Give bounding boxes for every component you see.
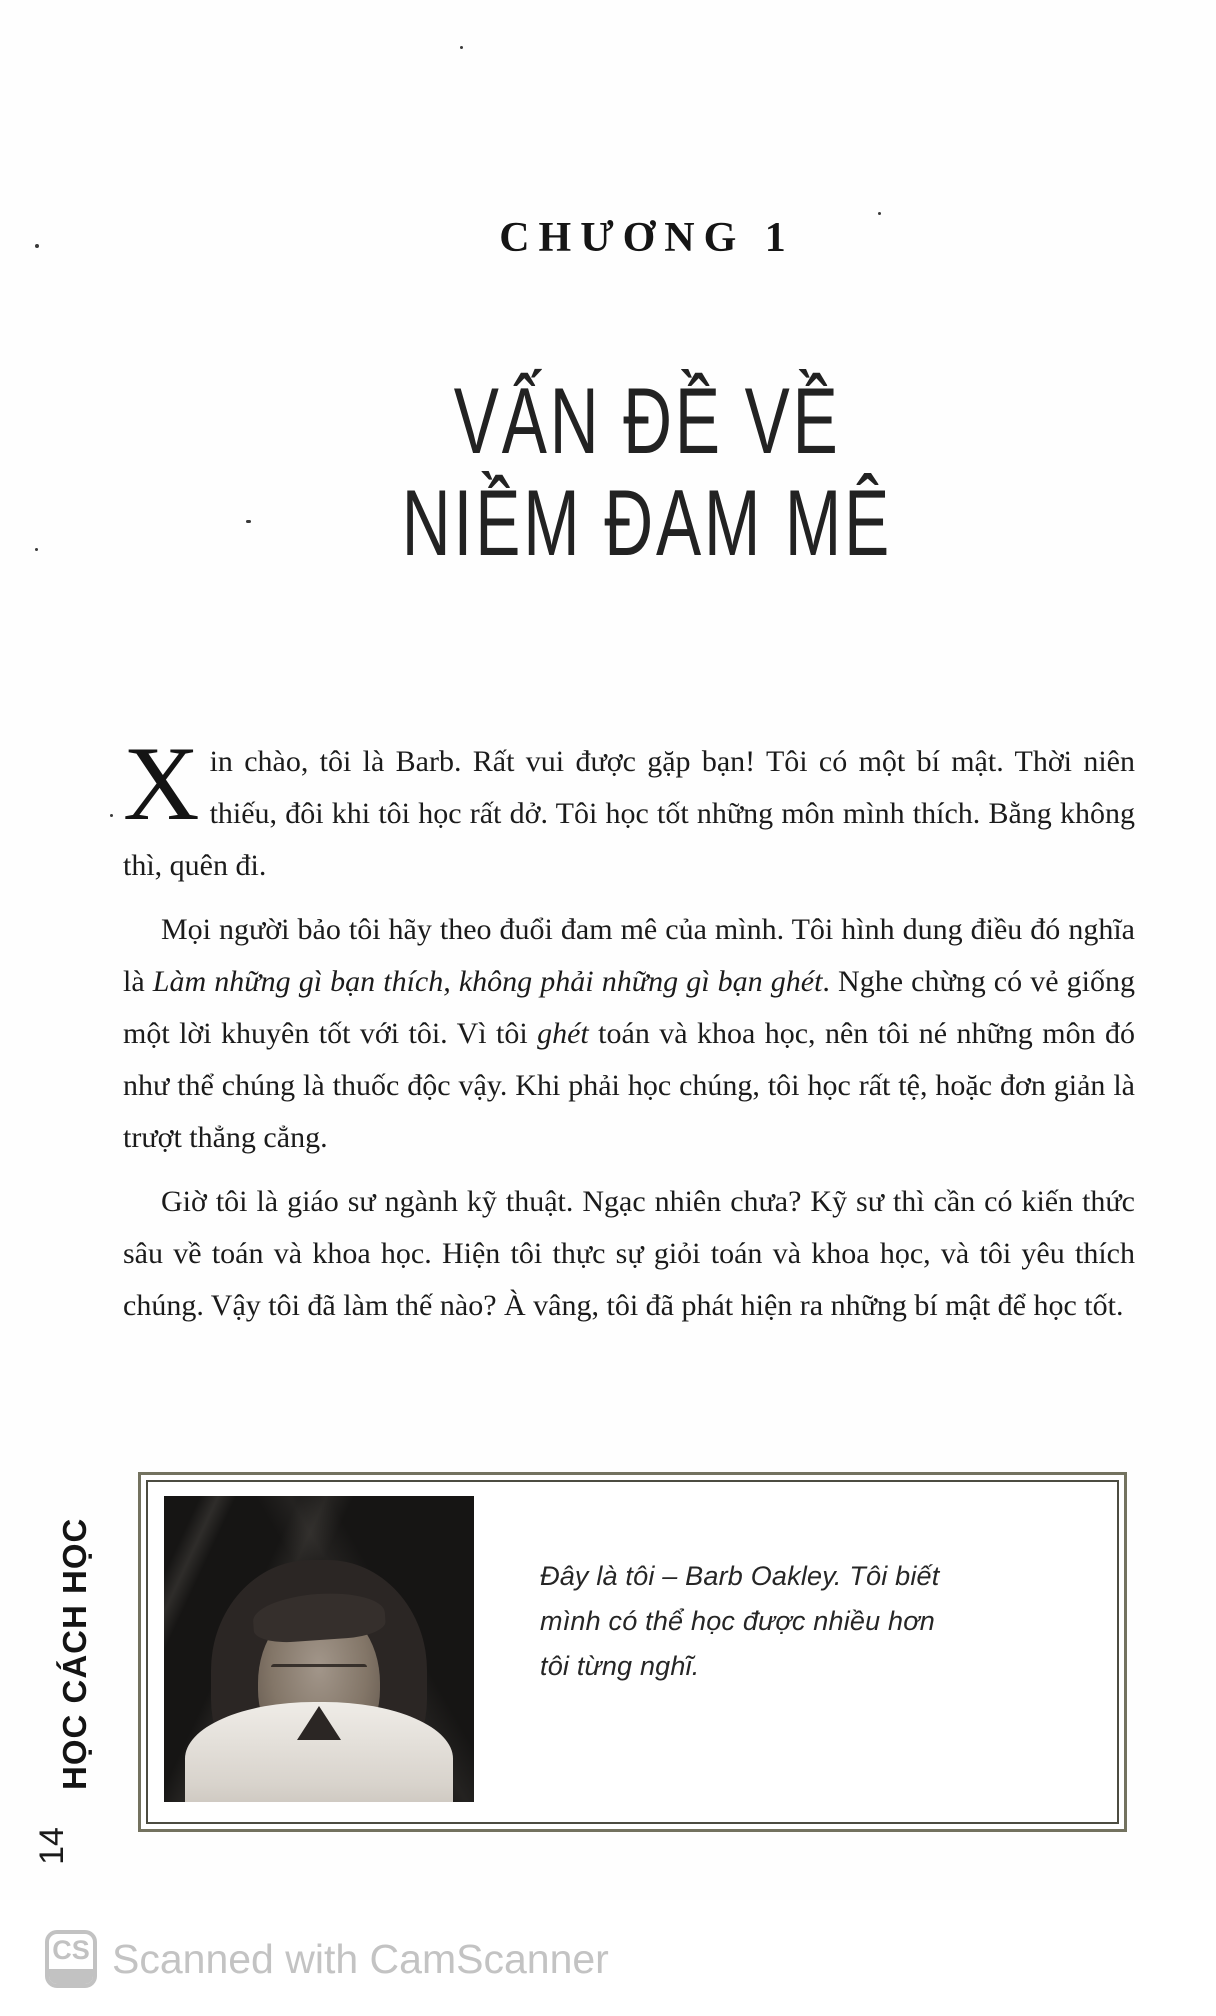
text-run: Mọi người bảo tôi hãy theo đuổi đam mê của mình. Tôi hình dung điều đó nghĩa là — [123, 913, 1135, 998]
chapter-title — [306, 370, 987, 574]
body-text — [123, 725, 1135, 1332]
paragraph — [123, 904, 1135, 1164]
photo-glasses — [271, 1664, 367, 1691]
text-run: toán và khoa học, nên tôi né những môn đó như thể chúng là thuốc độc vậy. Khi phải học chúng, tôi học rất tệ, hoặc đơn giản là trượt thẳng cẳng. — [123, 1017, 1135, 1154]
scan-speck — [35, 244, 39, 248]
drop-cap: X — [123, 725, 200, 842]
photo-collar — [297, 1706, 341, 1740]
camscanner-footer — [0, 1900, 1216, 2016]
chapter-title-line-2: NIỀM ĐAM MÊ — [401, 470, 893, 575]
scan-speck — [246, 520, 251, 523]
italic-text-run: Làm những gì bạn thích, không phải những gì bạn ghét — [152, 965, 823, 998]
paragraph — [123, 725, 1135, 892]
photo-caption-line: tôi từng nghĩ. — [540, 1651, 700, 1681]
photo-caption-line: mình có thể học được nhiều hơn — [540, 1606, 935, 1636]
scan-speck — [460, 46, 463, 49]
chapter-label: CHƯƠNG 1 — [499, 215, 795, 261]
scan-speck — [878, 212, 881, 215]
camscanner-logo-text: CS — [52, 1935, 90, 1965]
paragraph — [123, 1176, 1135, 1332]
camscanner-watermark-text: Scanned with CamScanner — [112, 1936, 609, 1982]
chapter-title-line-1: VẤN ĐỀ VỀ — [453, 368, 841, 473]
text-run: in chào, tôi là Barb. Rất vui được gặp bạn! Tôi có một bí mật. Thời niên thiếu, đôi khi tôi học rất dở. Tôi học tốt những môn mình thích. Bằng không thì, quên đi. — [123, 745, 1135, 882]
camscanner-logo-icon — [45, 1930, 97, 1988]
scan-speck — [110, 814, 113, 817]
book-title-vertical: HỌC CÁCH HỌC — [56, 1517, 93, 1790]
text-run: . Nghe chừng có vẻ giống một lời khuyên tốt với tôi. Vì tôi — [123, 965, 1135, 1050]
italic-text-run: ghét — [537, 1017, 589, 1050]
photo-frame — [138, 1472, 1127, 1832]
camscanner-logo-band — [49, 1969, 93, 1984]
barb-oakley-photo — [164, 1496, 474, 1802]
page-number: 14 — [33, 1827, 71, 1865]
scan-speck — [35, 548, 38, 551]
photo-frame-inner — [146, 1480, 1119, 1824]
photo-caption — [540, 1554, 980, 1689]
text-run: Giờ tôi là giáo sư ngành kỹ thuật. Ngạc nhiên chưa? Kỹ sư thì cần có kiến thức sâu về toán và khoa học. Hiện tôi thực sự giỏi toán và khoa học, và tôi yêu thích chúng. Vậy tôi đã làm thế nào? À vâng, tôi đã phát hiện ra những bí mật để học tốt. — [123, 1185, 1135, 1322]
photo-caption-line: Đây là tôi – Barb Oakley. Tôi biết — [540, 1561, 940, 1591]
